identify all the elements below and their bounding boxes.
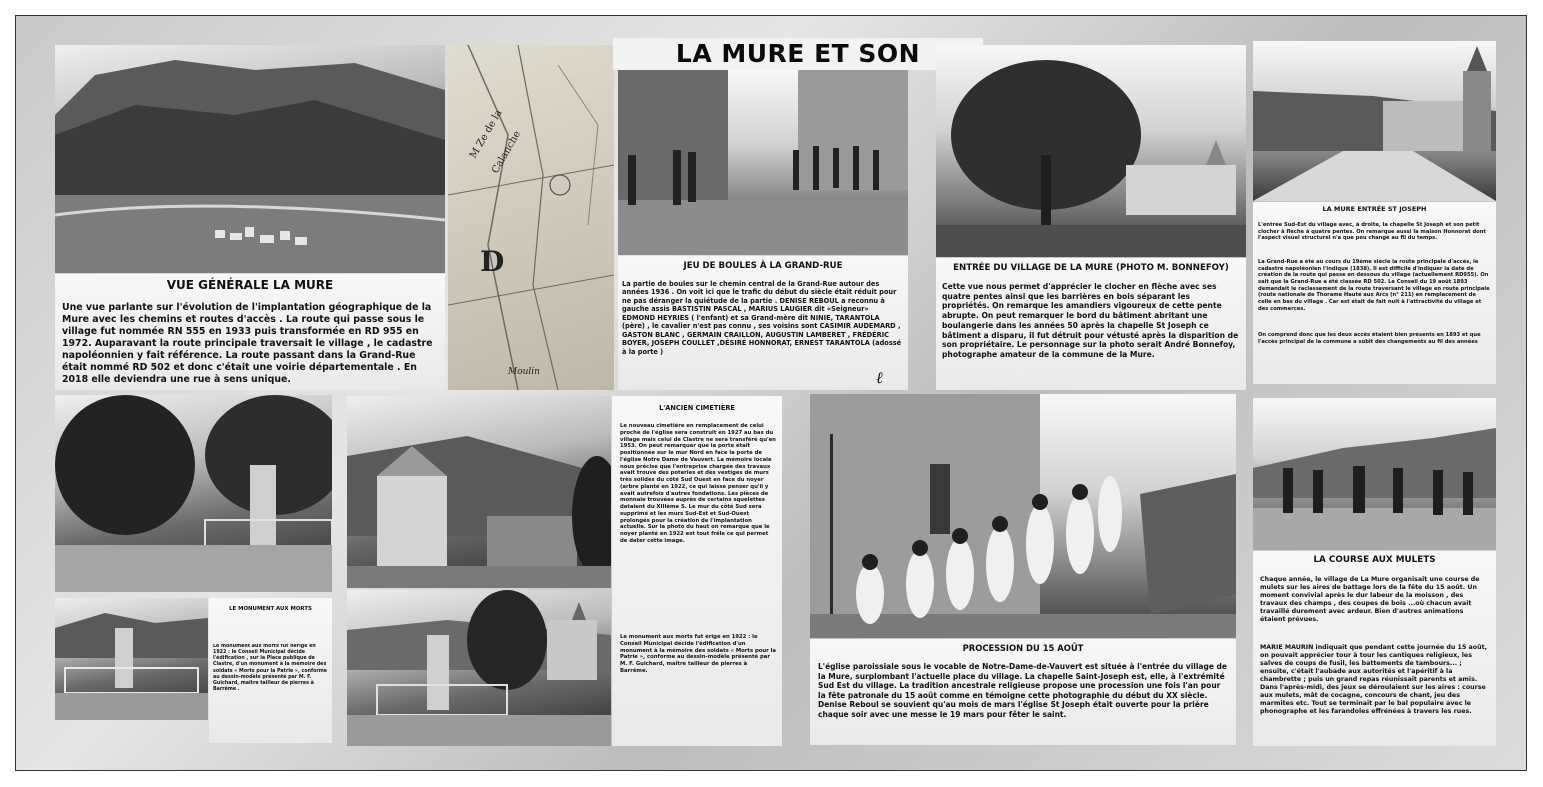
photo-procession (810, 394, 1236, 638)
photo-cadastre-map (448, 45, 614, 390)
monument-small-illustration (55, 598, 208, 720)
cadastre-map-illustration (448, 45, 614, 390)
caption-entree-st-joseph: LA MURE ENTRÉE ST JOSEPH (1322, 205, 1427, 213)
caption-vue-generale: VUE GÉNÉRALE LA MURE (166, 278, 334, 292)
page-title: LA MURE ET SON (613, 38, 983, 70)
map-label-1: M Ze de la (468, 108, 505, 161)
photo-course-aux-mulets (1253, 398, 1496, 550)
text-vue-generale: Une vue parlante sur l'évolution de l'implantation géographique de la Mure avec les chemins et routes d'accès . La route qui passe sous le village fut nommée RN 555 en 1933 puis transformée en RD 955 en 1972. Auparavant la route principale traversait le village , le cadastre napoléonnien y fait référence. La route passant dans la Grand-Rue était nommé RD 502 et donc c'était une voirie départementale . En 2018 elle deviendra une rue à sens unique. (62, 302, 433, 386)
signature-mark: ℓ (876, 368, 883, 387)
text-monument: Le monument aux morts fut hérigé en 1922 : le Conseil Municipal décide l'édification , sur la Place publique de Clastre, d'un monument à la mémoire des soldats « Morts pour la Patrie », conforme au dessin-modèle présenté par M. F. Guichard, maître tailleur de pierres à Barrême . (213, 644, 328, 692)
photo-jeu-de-boules (618, 70, 908, 255)
photo-vue-generale (55, 45, 445, 273)
street-scene-illustration (618, 70, 908, 255)
text-entree-st-joseph-2: La Grand-Rue a été au cours du 19ème siècle la route principale d'accès, le cadastre napoléonien l'indique (1838). Il est difficile d'indiquer la date de création de la route qui passe en dessous du village (actuellement RD955). On sait que la Grand-Rue a été classée RD 502. Le Conseil du 19 août 1893 demandait le raclassement de la route traversant le village en route principale (route nationale de Thorame Haute aux Arcs (n° 211) en remplacement de celle en bas du village . Car est était de fait nuit à l'attractivité du village et des commerces. (1258, 259, 1490, 312)
map-letter-d: D (480, 245, 505, 278)
caption-entree-village: ENTRÉE DU VILLAGE DE LA MURE (PHOTO M. BONNEFOY) (953, 263, 1229, 273)
photo-monument-aux-morts (55, 395, 332, 592)
photo-entree-st-joseph (1253, 41, 1496, 201)
caption-monument: LE MONUMENT AUX MORTS (229, 606, 312, 612)
monument-trees-illustration (55, 395, 332, 592)
caption-ancien-cimetiere: L'ANCIEN CIMETIÈRE (659, 404, 735, 412)
text-procession: L'église paroissiale sous le vocable de Notre-Dame-de-Vauvert est située à l'entrée du village de la Mure, surplombant l'actuelle place du village. La chapelle Saint-Joseph est, elle, à l'extrémité Sud Est du village. La tradition ancestrale religieuse propose une procession une fois l'an pour la fête patronale du 15 août comme en témoigne cette photographie du début du XX siècle. Denise Reboul se souvient qu'au mois de mars l'église St Joseph était ouverte pour la prière chaque soir avec une messe le 19 mars pour fêter le saint. (818, 662, 1227, 719)
text-entree-st-joseph-1: L'entrée Sud-Est du village avec, à droite, la chapelle St Joseph et son petit clocher à flèche à quatre pentes. On remarque aussi la maison Honnorat dont l'aspect visuel structurel n'a que peu changé au fil du temps. (1258, 222, 1486, 242)
text-ancien-cimetiere-2: Le monument aux morts fut érigé en 1922 : le Conseil Municipal décide l'édification d'un monument à la mémoire des soldats « Morts pour la Patrie », conforme au dessin-modèle présenté par M. F. Guichard, maître tailleur de pierres à Barrême. (620, 634, 776, 674)
text-course-aux-mulets-2: MARIE MAURIN indiquait que pendant cette journée du 15 août, on pouvait apprécier tour à tour les cantiques religieux, les salves de coups de fusil, les battements de tambours... ; ensuite, c'était l'aubade aux autorités et l'apéritif à la chambrette ; puis un grand repas réunissait parents et amis. Dans l'après-midi, des jeux se déroulaient sur les aires : course aux mulets, mât de cocagne, concours de chant, jeu des marmites etc. Tout se terminait par le bal populaire avec le phonographe et les farandoles effrénées à travers les rues. (1260, 644, 1487, 716)
village-entry-illustration (936, 45, 1246, 257)
mountain-landscape-illustration (55, 45, 445, 273)
map-label-3: Moulin (508, 367, 540, 377)
procession-crowd-illustration (810, 394, 1236, 638)
cemetery-monument-illustration (347, 590, 611, 746)
map-label-2: Calanche (490, 129, 524, 176)
caption-course-aux-mulets: LA COURSE AUX MULETS (1313, 555, 1436, 565)
caption-jeu-de-boules: JEU DE BOULES À LA GRAND-RUE (683, 261, 843, 271)
church-mountain-illustration (347, 396, 611, 588)
photo-cimetiere-bottom (347, 590, 611, 746)
text-entree-village: Cette vue nous permet d'apprécier le clocher en flèche avec ses quatre pentes ainsi que les barrières en bois séparant les propriétés. On remarque les amandiers vigoureux de cette pente abrupte. On peut remarquer le bord du bâtiment abritant une boulangerie dans les années 50 après la chapelle St Joseph ce bâtiment a disparu, il fut détruit pour vétusté après la disparition de son propriétaire. Le personnage sur la photo serait André Bonnefoy, photographe amateur de la commune de la Mure. (942, 282, 1239, 360)
text-course-aux-mulets-1: Chaque année, le village de La Mure organisait une course de mulets sur les aires de battage lors de la fête du 15 août. Un moment convivial après le dur labeur de la moisson , des travaux des champs , des coupes de bois ...où chacun avait travaillé durement avec ardeur. Bien d'autres animations étaient prévues. (1260, 576, 1480, 624)
mule-race-illustration (1253, 398, 1496, 550)
chapel-road-illustration (1253, 41, 1496, 201)
photo-cimetiere-top (347, 396, 611, 588)
caption-procession: PROCESSION DU 15 AOÛT (962, 643, 1084, 653)
text-entree-st-joseph-3: On comprend donc que les deux accès étaient bien présents en 1893 et que l'accès principal de la commune a subit des changements au fil des années (1258, 332, 1481, 345)
photo-entree-village (936, 45, 1246, 257)
text-jeu-de-boules: La partie de boules sur le chemin central de la Grand-Rue autour des années 1936 . On voit ici que le trafic du début du siècle était réduit pour ne pas déranger la quiétude de la partie . DENISE REBOUL a reconnu à gauche assis BASTISTIN PASCAL , MARIUS LAUGIER dit «Seigneur» EDMOND HEYRIES ( l'enfant) et sa Grand-mère dit NINIE, TARANTOLA (père) , le cavalier n'est pas connu , ses voisins sont CASIMIR AUDEMARD , GASTON BLANC , GERMAIN CRAILLON, AUGUSTIN LAMBERET , FRÉDÉRIC BOYER, JOSEPH COULLET ,DÉSIRÉ HONNORAT, ERNEST TARANTOLA (adossé à la porte ) (622, 280, 902, 356)
photo-monument-small (55, 598, 208, 720)
text-ancien-cimetiere-1: Le nouveau cimetière en remplacement de celui proche de l'église sera construit en 1927 au bas du village mais celui de Clastre ne sera transféré qu'en 1953. On peut remarquer que la porte était positionnée sur le mur Nord en face la porte de l'église Notre Dame de Vauvert. La mémoire locale nous précise que l'entreprise chargée des travaux avait trouvé des poteries et des vestiges de murs très solides du côté Sud Ouest en face du noyer (arbre planté en 1922, ce qui laisse penser qu'il y avait autrefois d'autres fondations. Les pièces de monnaie trouvées auprès de certains squelettes dataient du XIIIème S. Le mur du côté Sud sera supprimé et les murs Sud-Est et Sud-Ouest prolongés pour la création de l'implantation actuelle. Sur la photo du haut on remarque que le noyer planté en 1922 est tout frêle ce qui permet de dater cette image. (620, 423, 776, 545)
